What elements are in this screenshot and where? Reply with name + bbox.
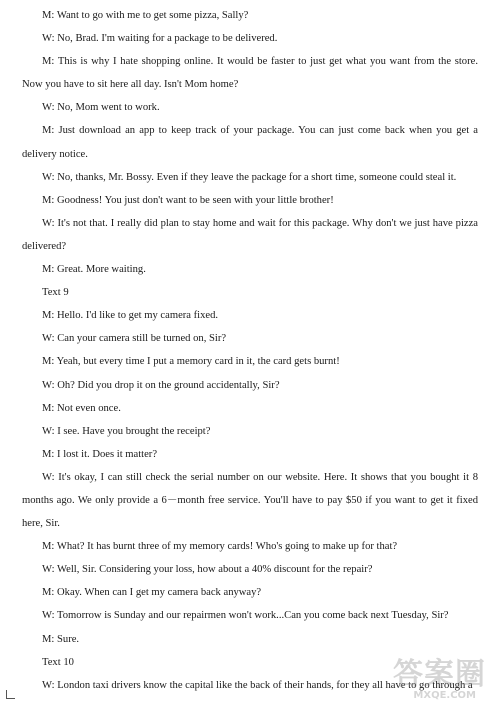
page-corner-mark <box>6 690 15 699</box>
paragraph-4: W: No, Mom went to work. <box>42 102 160 114</box>
paragraph-17: M: I lost it. Does it matter? <box>42 448 158 460</box>
paragraph-15: M: Not even once. <box>42 402 121 414</box>
paragraph-19: M: What? It has burnt three of my memory cards! Who's going to make up for that? <box>42 541 398 553</box>
paragraph-3: M: This is why I hate shopping online. It would be faster to just get what you want from the store. Now you have to sit here all day. Isn't Mom home? <box>22 56 478 91</box>
paragraph-23: M: Sure. <box>42 633 80 645</box>
paragraph-7: M: Goodness! You just don't want to be seen with your little brother! <box>42 194 334 206</box>
paragraph-5: M: Just download an app to keep track of your package. You can just come back when you get a delivery notice. <box>22 125 478 160</box>
section-heading-text-9: Text 9 <box>42 287 69 299</box>
paragraph-2: W: No, Brad. I'm waiting for a package to be delivered. <box>42 33 278 45</box>
paragraph-22: W: Tomorrow is Sunday and our repairmen won't work...Can you come back next Tuesday, Sir? <box>42 610 449 622</box>
paragraph-12: W: Can your camera still be turned on, Sir? <box>42 333 227 345</box>
watermark-url: MXQE.COM <box>413 690 476 701</box>
transcript-text <box>22 4 478 697</box>
paragraph-20: W: Well, Sir. Considering your loss, how about a 40% discount for the repair? <box>42 564 373 576</box>
section-heading-text-10: Text 10 <box>42 656 74 668</box>
paragraph-25: W: London taxi drivers know the capital like the back of their hands, for they all have to go through a <box>42 679 473 691</box>
paragraph-21: M: Okay. When can I get my camera back anyway? <box>42 587 262 599</box>
paragraph-6: W: No, thanks, Mr. Bossy. Even if they leave the package for a short time, someone could steal it. <box>42 171 457 183</box>
paragraph-13: M: Yeah, but every time I put a memory card in it, the card gets burnt! <box>42 356 340 368</box>
paragraph-16: W: I see. Have you brought the receipt? <box>42 425 211 437</box>
paragraph-11: M: Hello. I'd like to get my camera fixed. <box>42 310 219 322</box>
paragraph-14: W: Oh? Did you drop it on the ground accidentally, Sir? <box>42 379 280 391</box>
paragraph-18: W: It's okay, I can still check the serial number on our website. Here. It shows that you bought it 8 months ago. We only provide a 6－month free service. You'll have to pay $50 if you want to get it fixed here, Sir. <box>22 471 478 530</box>
paragraph-1: M: Want to go with me to get some pizza, Sally? <box>42 10 249 21</box>
watermark-logo: 答案圈 <box>393 657 486 692</box>
paragraph-9: M: Great. More waiting. <box>42 264 146 276</box>
paragraph-8: W: It's not that. I really did plan to stay home and wait for this package. Why don't we just have pizza delivered? <box>22 217 478 252</box>
